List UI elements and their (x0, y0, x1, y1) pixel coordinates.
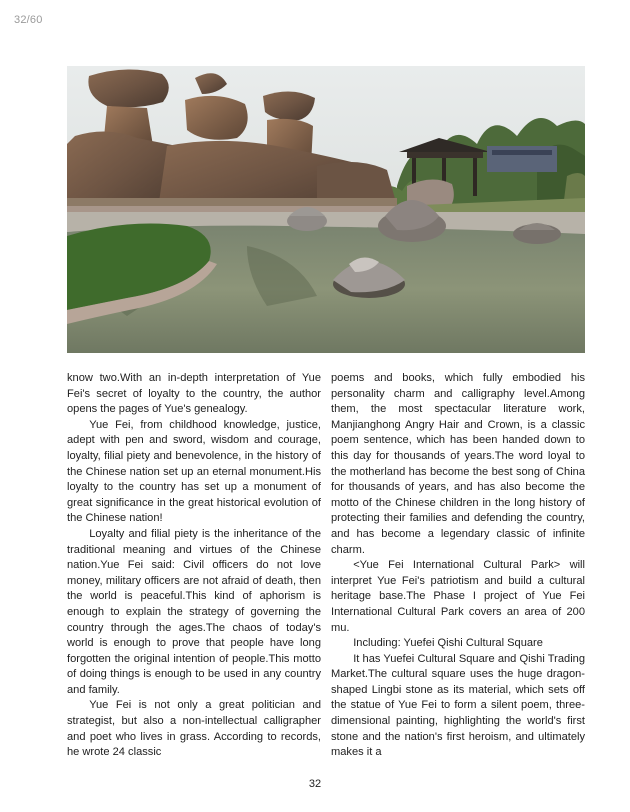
article-body (67, 371, 585, 771)
page-indicator: 32/60 (14, 14, 43, 26)
paragraph: Including: Yuefei Qishi Cultural Square (353, 637, 543, 650)
right-column (331, 371, 585, 771)
paragraph: Loyalty and filial piety is the inheritance of the traditional meaning and virtues of the Chinese nation.Yue Fei said: Civil officers do not love money, military officers are not afraid of death, then the world is peaceful.This kind of aphorism is enough to explain the strategy of governing the country through the ages.The chaos of today's world is enough to prove that people have long forgotten the original intention of people.This motto of doing things is enough to be used in any country and family. (67, 527, 321, 696)
park-photo-illustration (67, 66, 585, 353)
paragraph: It has Yuefei Cultural Square and Qishi Trading Market.The cultural square uses the huge dragon-shaped Lingbi stone as its material, which sets off the statue of Yue Fei to form a silent poem, three-dimensional painting, highlighting the world's first stone and the nation's first heroism, and ultimately makes it a (331, 652, 585, 759)
paragraph: Yue Fei is not only a great politician and strategist, but also a non-intellectual calligrapher and poet who lives in grass. According to records, he wrote 24 classic (67, 699, 321, 759)
paragraph: know two.With an in-depth interpretation of Yue Fei's secret of loyalty to the country, the author opens the pages of Yue's genealogy. (67, 372, 321, 416)
page-number: 32 (308, 778, 322, 790)
paragraph: Yue Fei, from childhood knowledge, justice, adept with pen and sword, wisdom and courage, loyalty, filial piety and benevolence, in the history of the Chinese nation set up an eternal monument.His loyalty to the country has set up a monument of great significance in the great historical evolution of the Chinese nation! (67, 418, 321, 525)
paragraph: <Yue Fei International Cultural Park> will interpret Yue Fei's patriotism and build a cultural heritage base.The Phase I project of Yue Fei International Cultural Park covers an area of 200 mu. (331, 559, 585, 634)
paragraph: poems and books, which fully embodied his personality charm and calligraphy level.Among them, the most spectacular literature work, Manjianghong Angry Hair and Crown, is a classic poem sentence, which has been handed down to this day for thousands of years.The word loyal to the motherland has become the best song of China for thousands of years, and has also become the motto of the Chinese children in the long history of protecting their families and defending the country, and has become a legendary classic of infinite charm. (331, 372, 585, 556)
park-photo (67, 66, 585, 353)
left-column (67, 371, 321, 771)
